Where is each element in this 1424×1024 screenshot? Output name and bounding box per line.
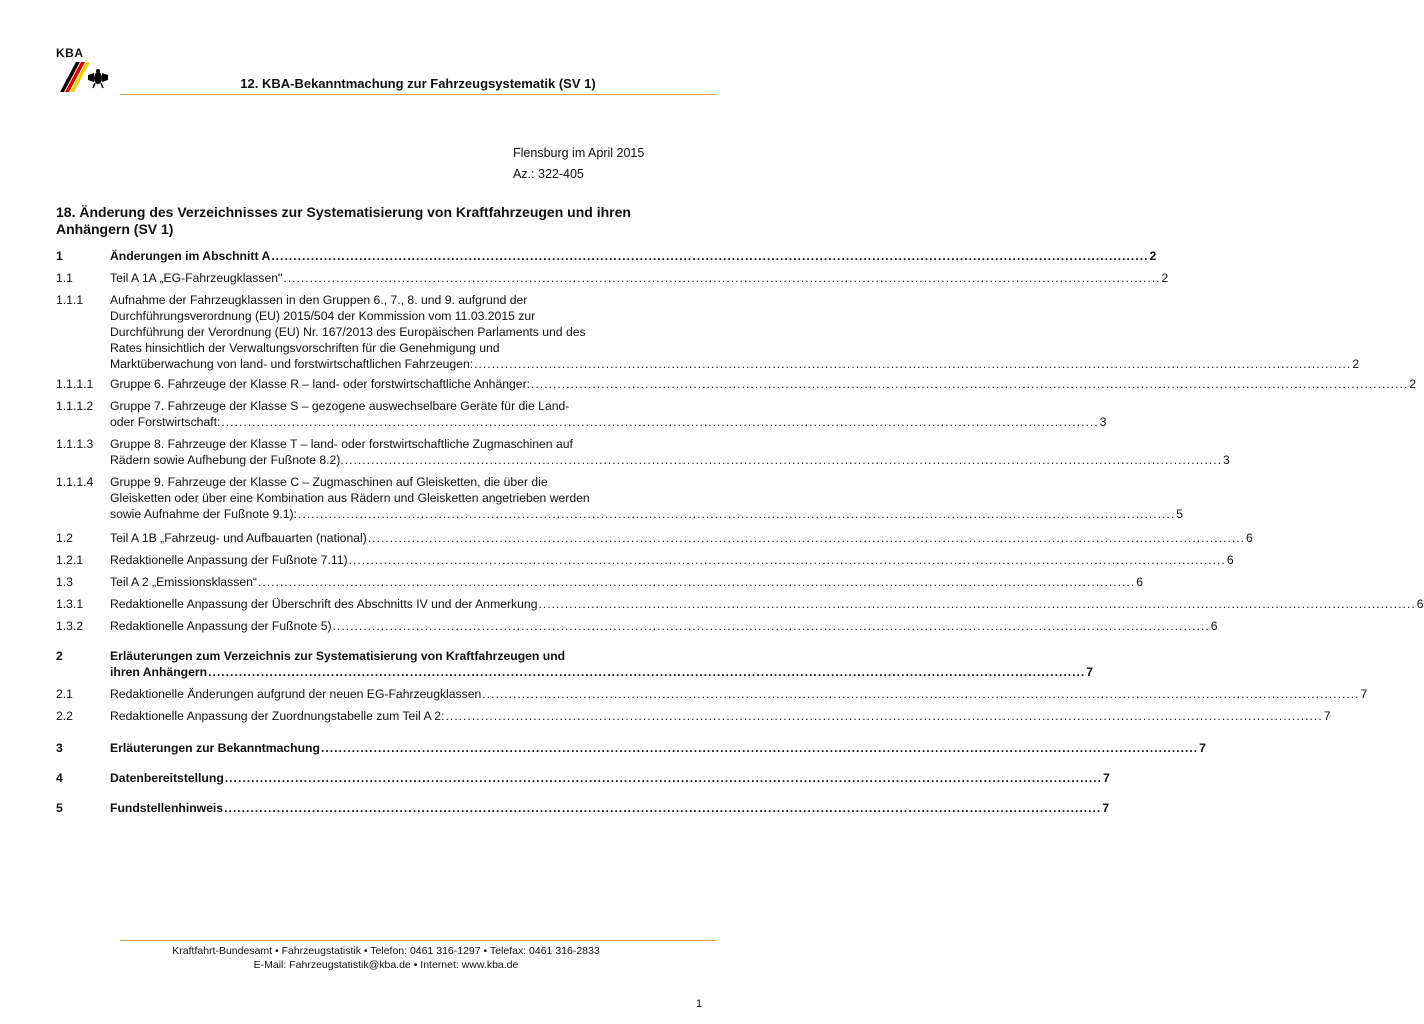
toc-entry-title: Teil A 1B „Fahrzeug- und Aufbauarten (national) [110, 531, 367, 545]
toc-dot-leader: ........................................................................................................................................................................................................ [224, 801, 1102, 815]
footer [56, 944, 716, 972]
toc-entry-title: Fundstellenhinweis [110, 801, 224, 815]
toc-entry-last-line [110, 248, 1157, 264]
toc-entry-title: Marktüberwachung von land- und forstwirtschaftlichen Fahrzeugen: [110, 357, 474, 371]
toc-entry-line: Durchführung der Verordnung (EU) Nr. 167/2013 des Europäischen Parlaments und des [110, 325, 586, 339]
toc-entry-last-line [110, 552, 1234, 568]
header-divider [120, 94, 716, 95]
toc-dot-leader: ........................................................................................................................................................................................................ [367, 531, 1245, 545]
document-title: 18. Änderung des Verzeichnisses zur Systematisierung von Kraftfahrzeugen und ihren Anhängern (SV 1) [56, 204, 631, 237]
toc-entry-text [110, 740, 1206, 756]
toc-entry-number: 1.1.1.1 [56, 377, 94, 391]
toc-entry-number: 4 [56, 771, 63, 785]
toc-entry-last-line [110, 596, 1424, 612]
toc-entry-title: Redaktionelle Anpassung der Überschrift des Abschnitts IV und der Anmerkung [110, 597, 538, 611]
toc-dot-leader: ........................................................................................................................................................................................................ [224, 771, 1102, 785]
toc-entry-last-line [110, 574, 1143, 590]
reference-number: Az.: 322-405 [513, 167, 584, 181]
toc-page-number: 3 [1222, 453, 1230, 467]
toc-entry-text [110, 574, 1143, 590]
toc-entry-number: 1.1.1.3 [56, 437, 94, 451]
toc-page-number: 7 [1360, 687, 1368, 701]
kba-logo [54, 46, 118, 94]
toc-entry-text [110, 292, 1360, 372]
toc-entry-title: ihren Anhängern [110, 665, 208, 679]
toc-entry-line: Gruppe 8. Fahrzeuge der Klasse T – land- oder forstwirtschaftliche Zugmaschinen auf [110, 437, 573, 451]
toc-entry-text [110, 398, 1107, 430]
toc-entry-last-line [110, 708, 1331, 724]
toc-dot-leader: ........................................................................................................................................................................................................ [320, 741, 1199, 755]
toc-entry-number: 2.1 [56, 687, 73, 701]
toc-entry-last-line [110, 506, 1183, 522]
toc-page-number: 2 [1409, 377, 1417, 391]
toc-entry-number: 5 [56, 801, 63, 815]
toc-entry-text [110, 596, 1424, 612]
toc-page-number: 6 [1226, 553, 1234, 567]
toc-entry-text [110, 474, 1183, 522]
toc-entry-last-line [110, 664, 1094, 680]
toc-entry-title: sowie Aufnahme der Fußnote 9.1): [110, 507, 297, 521]
toc-entry-text [110, 618, 1218, 634]
toc-entry-number: 1.3.1 [56, 597, 84, 611]
toc-entry-text [110, 270, 1169, 286]
toc-dot-leader: ........................................................................................................................................................................................................ [271, 249, 1149, 263]
toc-entry-number: 1.3 [56, 575, 73, 589]
toc-entry-title: Gruppe 6. Fahrzeuge der Klasse R – land- oder forstwirtschaftliche Anhänger: [110, 377, 531, 391]
toc-dot-leader: ........................................................................................................................................................................................................ [482, 687, 1360, 701]
toc-entry-line: Gruppe 9. Fahrzeuge der Klasse C – Zugmaschinen auf Gleisketten, die über die [110, 475, 548, 489]
toc-entry-last-line [110, 686, 1368, 702]
page-number: 1 [696, 998, 703, 1010]
toc-dot-leader: ........................................................................................................................................................................................................ [344, 453, 1222, 467]
footer-email-line: E-Mail: Fahrzeugstatistik@kba.de • Internet: www.kba.de [253, 959, 519, 971]
toc-entry-title: Erläuterungen zur Bekanntmachung [110, 741, 320, 755]
toc-dot-leader: ........................................................................................................................................................................................................ [257, 575, 1136, 589]
toc-page-number: 2 [1352, 357, 1360, 371]
toc-entry-title: Rädern sowie Aufhebung der Fußnote 8.2). [110, 453, 344, 467]
toc-page-number: 6 [1246, 531, 1253, 545]
toc-entry-number: 1.2.1 [56, 553, 84, 567]
toc-entry-title: Redaktionelle Anpassung der Fußnote 5) [110, 619, 332, 633]
footer-contact-line: Kraftfahrt-Bundesamt • Fahrzeugstatistik • Telefon: 0461 316-1297 • Telefax: 0461 316-2833 [172, 945, 600, 957]
toc-entry-number: 1.1.1.2 [56, 399, 94, 413]
toc-entry-number: 2 [56, 649, 63, 663]
toc-page-number: 3 [1099, 415, 1107, 429]
toc-entry-number: 1 [56, 249, 63, 263]
toc-entry-number: 3 [56, 741, 63, 755]
toc-dot-leader: ........................................................................................................................................................................................................ [332, 619, 1210, 633]
toc-dot-leader: ........................................................................................................................................................................................................ [221, 415, 1099, 429]
toc-entry-number: 1.3.2 [56, 619, 84, 633]
toc-dot-leader: ........................................................................................................................................................................................................ [445, 709, 1323, 723]
toc-dot-leader: ........................................................................................................................................................................................................ [297, 507, 1176, 521]
toc-entry-last-line [110, 800, 1110, 816]
toc-entry-line: Durchführungsverordnung (EU) 2015/504 der Kommission vom 11.03.2015 zur [110, 309, 536, 323]
toc-page-number: 6 [1416, 597, 1424, 611]
toc-entry-title: Redaktionelle Anpassung der Zuordnungstabelle zum Teil A 2: [110, 709, 445, 723]
toc-entry-text [110, 708, 1331, 724]
toc-page-number: 7 [1086, 665, 1094, 679]
toc-entry-text [110, 770, 1110, 786]
toc-entry-text [110, 800, 1110, 816]
toc-page-number: 6 [1136, 575, 1143, 589]
toc-entry-last-line [110, 452, 1230, 468]
toc-entry-title: Redaktionelle Änderungen aufgrund der neuen EG-Fahrzeugklassen [110, 687, 482, 701]
toc-entry-last-line [110, 618, 1218, 634]
toc-entry-number: 1.1 [56, 271, 73, 285]
document-meta [513, 143, 644, 185]
toc-entry-text [110, 436, 1230, 468]
toc-entry-text [110, 530, 1253, 546]
toc-entry-last-line [110, 356, 1360, 372]
toc-dot-leader: ........................................................................................................................................................................................................ [283, 271, 1161, 285]
toc-entry-line: Erläuterungen zum Verzeichnis zur Systematisierung von Kraftfahrzeugen und [110, 649, 566, 663]
toc-dot-leader: ........................................................................................................................................................................................................ [474, 357, 1352, 371]
toc-page-number: 7 [1102, 801, 1110, 815]
toc-page-number: 6 [1210, 619, 1218, 633]
footer-divider [120, 940, 716, 941]
toc-page-number: 7 [1323, 709, 1331, 723]
toc-page-number: 2 [1149, 249, 1157, 263]
toc-dot-leader: ........................................................................................................................................................................................................ [538, 597, 1416, 611]
toc-entry-text [110, 248, 1157, 264]
toc-entry-number: 1.1.1 [56, 293, 84, 307]
toc-entry-number: 1.1.1.4 [56, 475, 94, 489]
toc-entry-last-line [110, 530, 1253, 546]
toc-entry-text [110, 648, 1094, 680]
eagle-flag-icon [54, 58, 116, 94]
toc-entry-title: Datenbereitstellung [110, 771, 224, 785]
logo-text: KBA [56, 46, 84, 60]
toc-entry-line: Gleisketten oder über eine Kombination aus Rädern und Gleisketten angetrieben werden [110, 491, 590, 505]
toc-entry-title: Redaktionelle Anpassung der Fußnote 7.11) [110, 553, 348, 567]
toc-entry-last-line [110, 740, 1206, 756]
toc-entry-last-line [110, 376, 1417, 392]
toc-entry-number: 2.2 [56, 709, 73, 723]
toc-dot-leader: ........................................................................................................................................................................................................ [348, 553, 1226, 567]
toc-entry-line: Rates hinsichtlich der Verwaltungsvorschriften für die Genehmigung und [110, 341, 500, 355]
toc-entry-line: Aufnahme der Fahrzeugklassen in den Gruppen 6., 7., 8. und 9. aufgrund der [110, 293, 528, 307]
header-title: 12. KBA-Bekanntmachung zur Fahrzeugsystematik (SV 1) [240, 76, 596, 91]
toc-page-number: 2 [1161, 271, 1169, 285]
toc-entry-title: oder Forstwirtschaft: [110, 415, 221, 429]
toc-entry-text [110, 376, 1417, 392]
toc-page-number: 7 [1199, 741, 1206, 755]
toc-entry-number: 1.2 [56, 531, 73, 545]
place-date: Flensburg im April 2015 [513, 146, 645, 160]
toc-entry-title: Teil A 1A „EG-Fahrzeugklassen" [110, 271, 283, 285]
toc-page-number: 7 [1103, 771, 1110, 785]
toc-dot-leader: ........................................................................................................................................................................................................ [531, 377, 1409, 391]
toc-entry-text [110, 552, 1234, 568]
toc-page-number: 5 [1176, 507, 1183, 521]
toc-entry-last-line [110, 270, 1169, 286]
toc-dot-leader: ........................................................................................................................................................................................................ [208, 665, 1086, 679]
toc-entry-title: Teil A 2 „Emissionsklassen“ [110, 575, 257, 589]
toc-entry-line: Gruppe 7. Fahrzeuge der Klasse S – gezogene auswechselbare Geräte für die Land- [110, 399, 570, 413]
toc-entry-last-line [110, 770, 1110, 786]
toc-entry-text [110, 686, 1368, 702]
toc-entry-title: Änderungen im Abschnitt A [110, 249, 271, 263]
toc-entry-last-line [110, 414, 1107, 430]
